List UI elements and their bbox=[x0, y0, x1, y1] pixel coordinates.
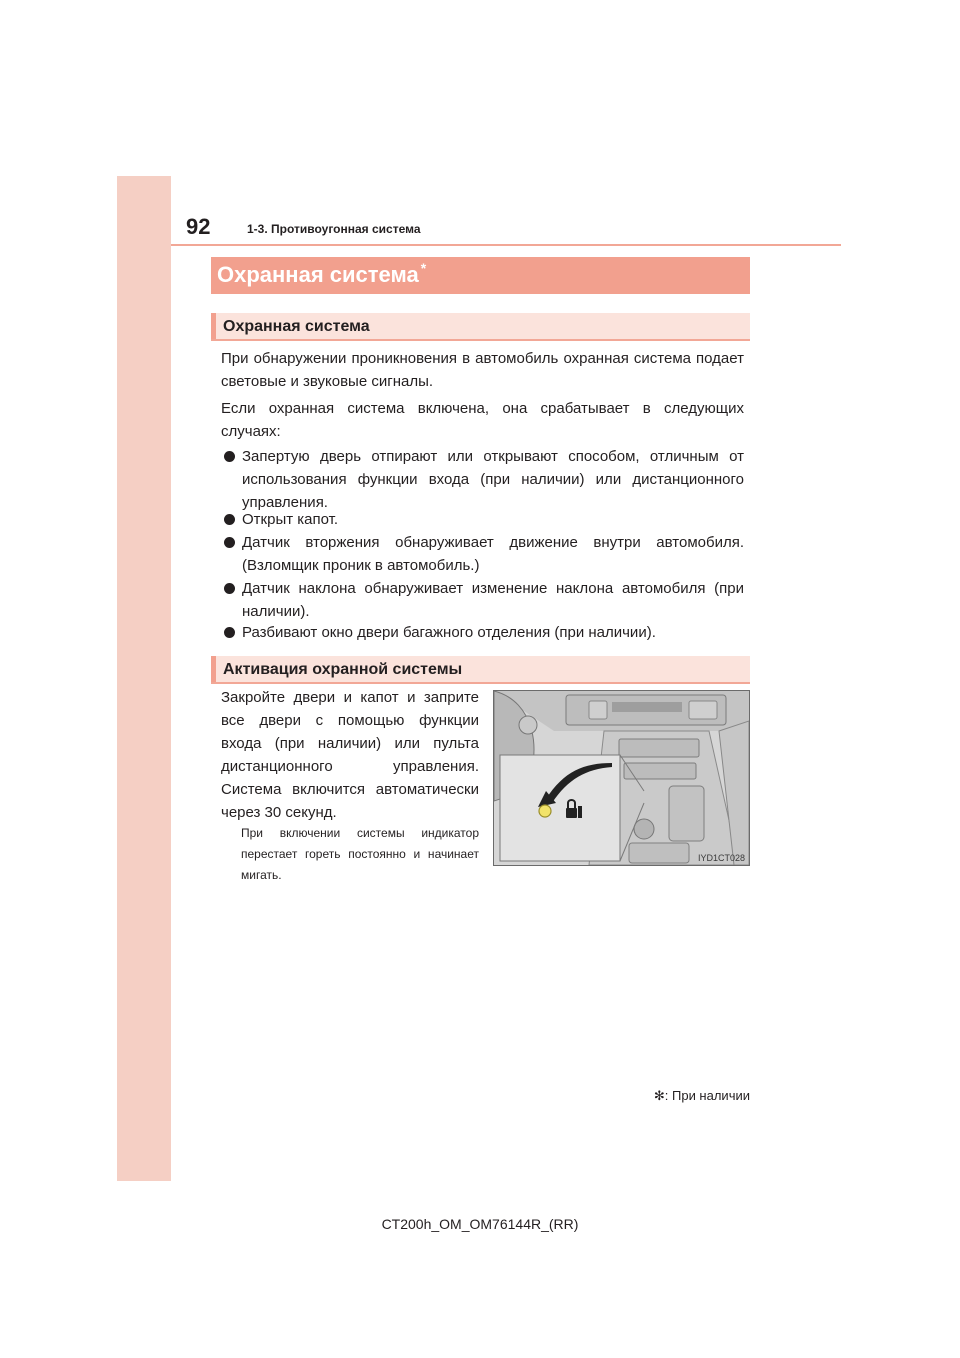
document-code-footer: CT200h_OM_OM76144R_(RR) bbox=[381, 1216, 579, 1232]
subheading-2: Активация охранной системы bbox=[223, 661, 463, 678]
bullet-icon bbox=[224, 537, 235, 548]
list-item-text: Открыт капот. bbox=[242, 511, 339, 528]
list-item bbox=[221, 531, 744, 577]
intro-paragraph: При обнаружении проникновения в автомобиль охранная система подает световые и звуковые сигналы. bbox=[221, 350, 744, 390]
activation-note: При включении системы индикатор перестает гореть постоянно и начинает мигать. bbox=[241, 826, 479, 882]
title-asterisk: * bbox=[420, 260, 427, 276]
conditions-paragraph: Если охранная система включена, она срабатывает в следующих случаях: bbox=[221, 400, 744, 440]
bullet-icon bbox=[224, 451, 235, 462]
chapter-sidebar-tab bbox=[117, 176, 171, 1181]
security-indicator-light-icon bbox=[539, 805, 551, 817]
availability-footnote bbox=[654, 1088, 750, 1104]
footnote-text: : При наличии bbox=[664, 1088, 750, 1103]
page-title bbox=[217, 262, 426, 288]
list-item-text: Разбивают окно двери багажного отделения (при наличии). bbox=[242, 624, 656, 641]
page-title-text: Охранная система bbox=[217, 262, 419, 287]
list-item-text: Запертую дверь отпирают или открывают способом, отличным от использования функции входа (при наличии) или дистанционного управления. bbox=[242, 448, 744, 511]
asterisk-icon: ✻ bbox=[653, 1088, 665, 1103]
list-item bbox=[221, 445, 744, 514]
list-item bbox=[221, 508, 744, 531]
list-item-text: Датчик наклона обнаруживает изменение наклона автомобиля (при наличии). bbox=[242, 580, 744, 620]
subheading-1: Охранная система bbox=[223, 318, 370, 335]
console-drawing bbox=[494, 691, 749, 865]
page-number: 92 bbox=[186, 214, 211, 239]
bullet-icon bbox=[224, 583, 235, 594]
subheading-band-2 bbox=[211, 656, 750, 684]
bullet-icon bbox=[224, 627, 235, 638]
console-illustration bbox=[493, 690, 750, 866]
figure-code: IYD1CT028 bbox=[697, 853, 745, 863]
subheading-band-1 bbox=[211, 313, 750, 341]
section-header: 1-3. Противоугонная система bbox=[247, 222, 421, 236]
bullet-icon bbox=[224, 514, 235, 525]
list-item-text: Датчик вторжения обнаруживает движение внутри автомобиля. (Взломщик проник в автомобиль.) bbox=[242, 534, 744, 574]
list-item bbox=[221, 577, 744, 623]
header-divider bbox=[171, 244, 841, 246]
list-item bbox=[221, 621, 744, 644]
activation-paragraph: Закройте двери и капот и заприте все двери с помощью функции входа (при наличии) или пульта дистанционного управления. Система включится автоматически через 30 секунд. bbox=[221, 689, 479, 821]
